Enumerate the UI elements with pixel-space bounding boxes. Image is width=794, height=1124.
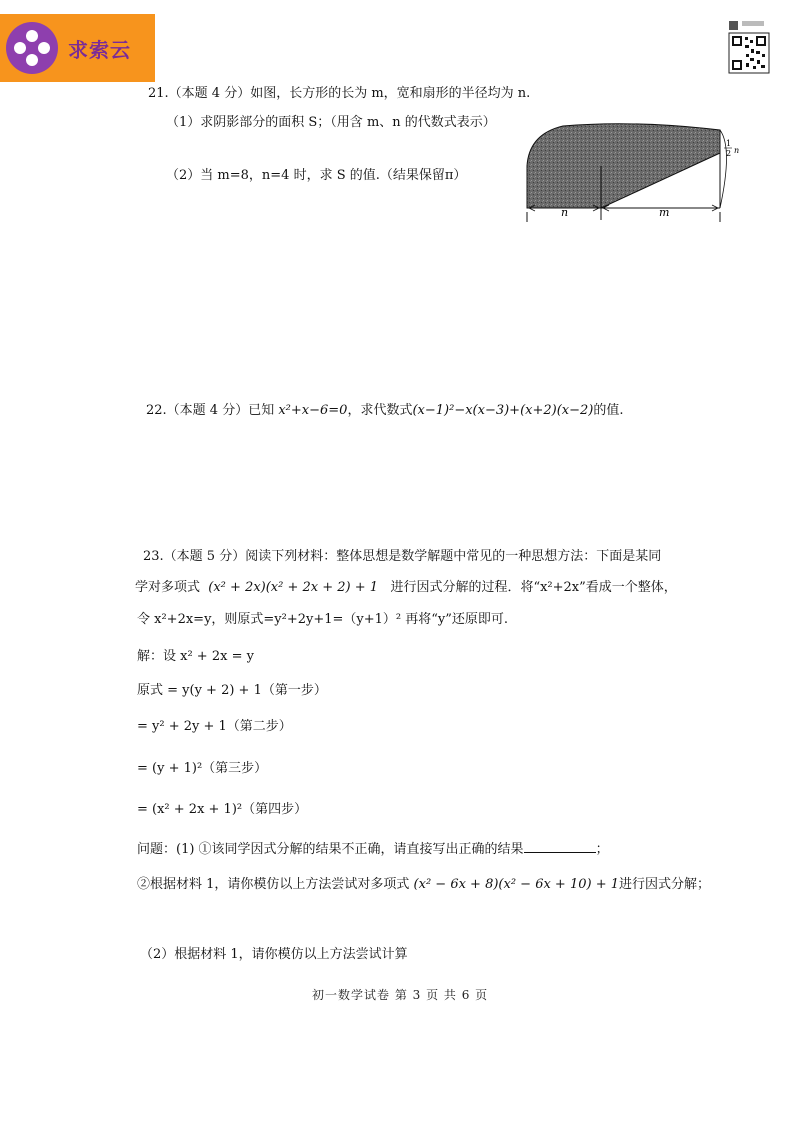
answer-blank[interactable]: [524, 840, 596, 853]
q23-question1-2expr: (x² − 6x + 8)(x² − 6x + 10) + 1: [413, 877, 619, 892]
q22: [146, 402, 624, 420]
q23-step1: 原式 = y(y + 2) + 1（第一步）: [137, 683, 327, 698]
q22-middle: ，求代数式: [347, 403, 413, 418]
q23-step3: = (y + 1)²（第三步）: [137, 761, 268, 776]
q23-line2: [135, 579, 677, 597]
logo-text: 求索云: [68, 37, 131, 62]
q23-question1-2b: 进行因式分解；: [619, 877, 711, 892]
q21-stem: 21.（本题 4 分）如图，长方形的长为 m，宽和扇形的半径均为 n.: [148, 86, 531, 101]
q23-line2-b: 进行因式分解的过程．将“x²+2x”看成一个整体，: [390, 580, 677, 595]
q23-question2: （2）根据材料 1，请你模仿以上方法尝试计算: [140, 947, 408, 962]
page-footer: 初一数学试卷 第 3 页 共 6 页: [312, 988, 489, 1002]
logo-flower-icon: [6, 22, 58, 74]
q23-step2: = y² + 2y + 1（第二步）: [137, 719, 292, 734]
q23-question1-b: ；: [595, 842, 609, 857]
q22-suffix: 的值.: [593, 403, 624, 418]
q22-prefix: 22.（本题 4 分）已知: [146, 403, 279, 418]
q23-solution-label: 解：设 x² + 2x = y: [137, 649, 254, 664]
q23-question1-2: [137, 876, 710, 894]
q21-part1: （1）求阴影部分的面积 S；（用含 m、n 的代数式表示）: [166, 115, 496, 130]
label-half-den: 2: [726, 149, 732, 158]
label-half-var: n: [734, 146, 740, 155]
label-half-num: 1: [726, 139, 732, 148]
q21-figure: [515, 108, 743, 226]
label-n: n: [561, 206, 569, 219]
q23-line2-a: 学对多项式: [135, 580, 201, 595]
q23-question1: [137, 840, 609, 859]
q23-question1-a: 问题：(1) ①该同学因式分解的结果不正确，请直接写出正确的结果: [137, 842, 524, 857]
label-m: m: [659, 206, 670, 219]
q23-question1-2a: ②根据材料 1，请你模仿以上方法尝试对多项式: [137, 877, 410, 892]
q23-step4: = (x² + 2x + 1)²（第四步）: [137, 802, 308, 817]
qr-code-icon: [726, 18, 772, 76]
q22-expression: (x−1)²−x(x−3)+(x+2)(x−2): [412, 403, 594, 418]
q23-line2-expr: (x² + 2x)(x² + 2x + 2) + 1: [208, 580, 379, 595]
site-logo: [0, 14, 155, 82]
q22-equation: x²+x−6=0: [278, 403, 348, 418]
q21-part2: （2）当 m=8，n=4 时，求 S 的值.（结果保留π）: [166, 168, 467, 183]
q23-line3: 令 x²+2x=y，则原式=y²+2y+1=（y+1）² 再将“y”还原即可.: [137, 612, 509, 627]
shaded-region: [527, 124, 720, 208]
q23-line1: 23.（本题 5 分）阅读下列材料：整体思想是数学解题中常见的一种思想方法：下面是某同: [143, 549, 662, 564]
